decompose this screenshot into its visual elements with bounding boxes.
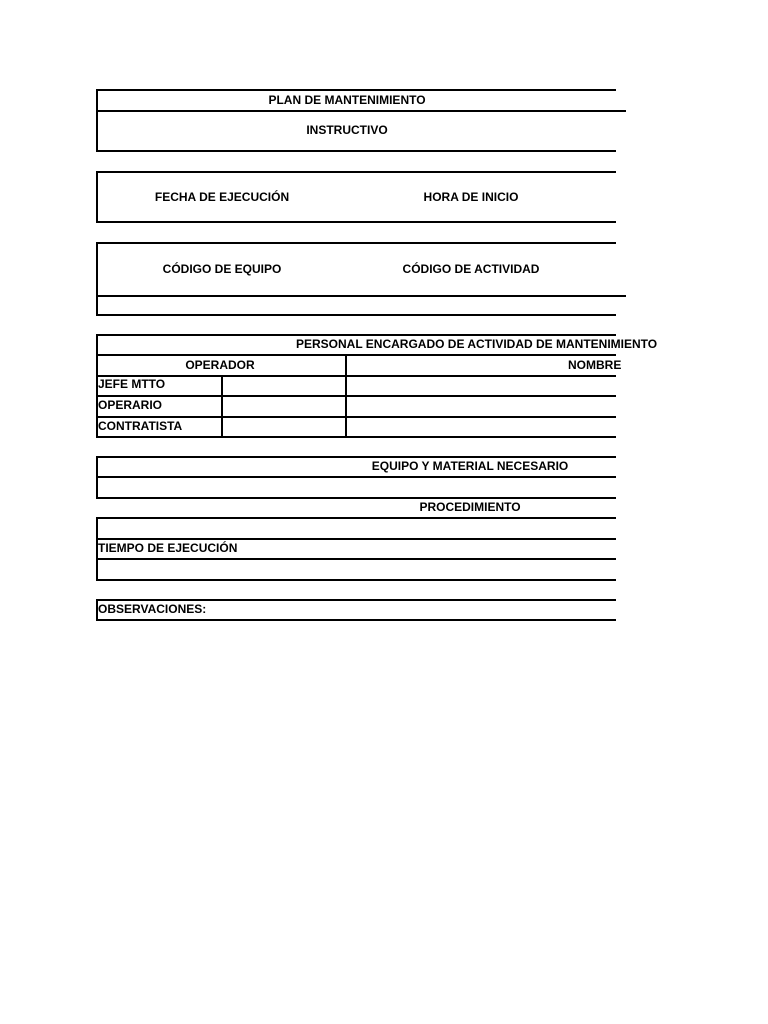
execution-time-label: TIEMPO DE EJECUCIÓN bbox=[98, 541, 238, 555]
execution-date-label: FECHA DE EJECUCIÓN bbox=[154, 190, 290, 204]
activity-code-label: CÓDIGO DE ACTIVIDAD bbox=[402, 262, 540, 276]
execution-block bbox=[96, 171, 616, 223]
operator-column-header: OPERADOR bbox=[185, 358, 255, 372]
start-time-label: HORA DE INICIO bbox=[423, 190, 519, 204]
header-block bbox=[96, 89, 616, 152]
row-jefe-mtto: JEFE MTTO bbox=[98, 377, 166, 391]
codes-block bbox=[96, 242, 616, 316]
observations-row bbox=[96, 599, 616, 623]
personnel-title: PERSONAL ENCARGADO DE ACTIVIDAD DE MANTENIMIENTO bbox=[296, 337, 658, 351]
name-column-header: NOMBRE bbox=[568, 358, 622, 372]
observations-label: OBSERVACIONES: bbox=[98, 602, 207, 616]
materials-title: EQUIPO Y MATERIAL NECESARIO bbox=[371, 459, 569, 473]
form-title: PLAN DE MANTENIMIENTO bbox=[268, 93, 426, 107]
form-subtitle: INSTRUCTIVO bbox=[306, 123, 388, 137]
materials-procedure-block bbox=[96, 456, 616, 581]
personnel-table bbox=[96, 334, 658, 438]
procedure-title: PROCEDIMIENTO bbox=[419, 500, 521, 514]
equipment-code-label: CÓDIGO DE EQUIPO bbox=[162, 262, 282, 276]
row-operario: OPERARIO bbox=[98, 398, 163, 412]
row-contratista: CONTRATISTA bbox=[98, 419, 183, 433]
form-sheet bbox=[96, 0, 658, 1024]
